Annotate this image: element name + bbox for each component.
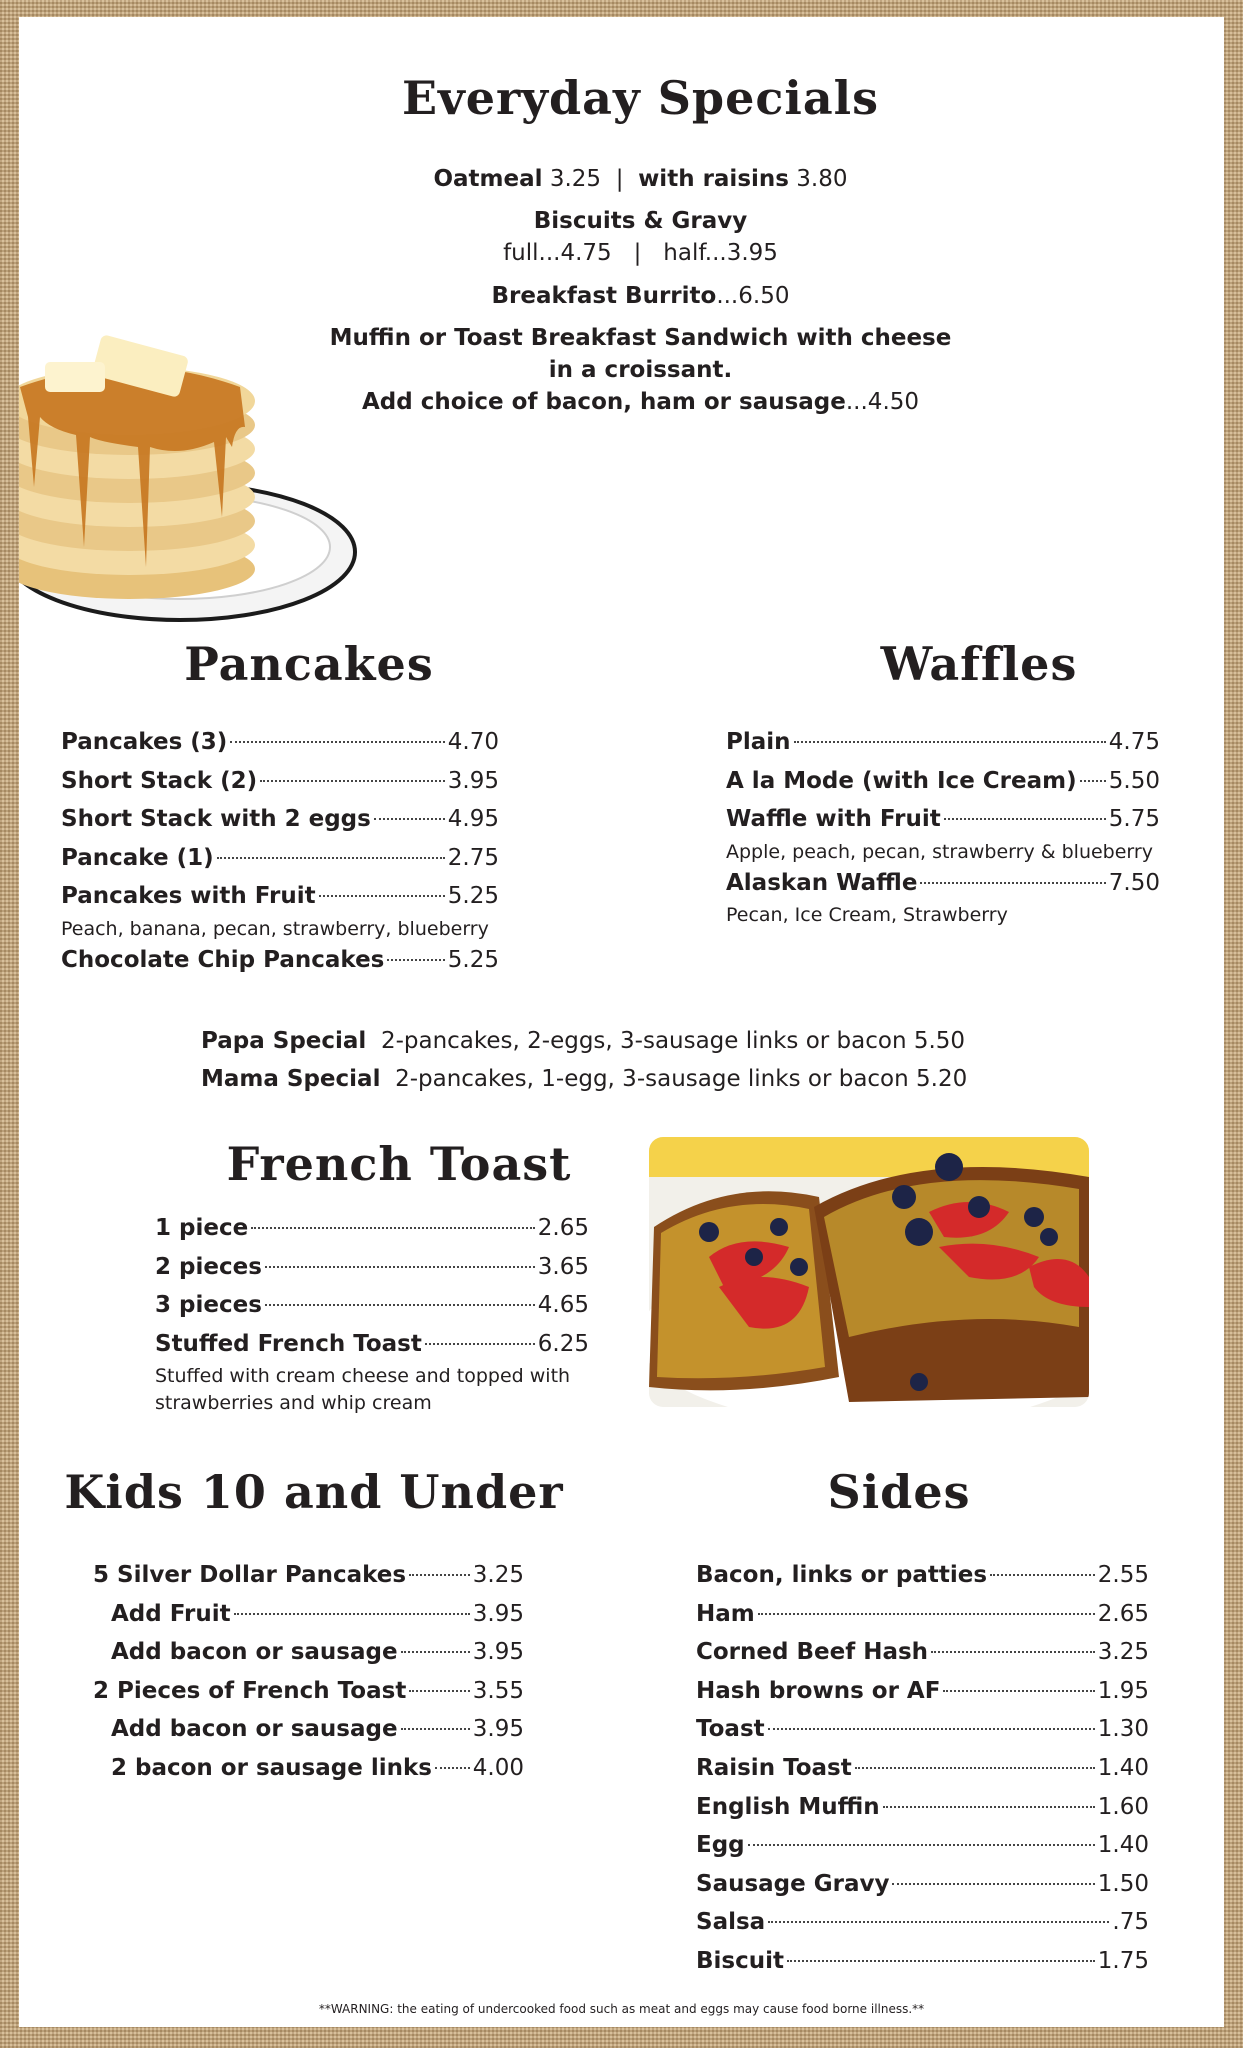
everyday-specials-title: Everyday Specials xyxy=(401,71,880,125)
list-item: English Muffin 1.60 xyxy=(696,1793,1149,1820)
biscuits-prices: full...4.75 | half...3.95 xyxy=(503,240,778,266)
list-item: Egg 1.40 xyxy=(696,1832,1149,1859)
sides-list xyxy=(696,1562,1149,1987)
menu-sheet xyxy=(19,17,1224,2027)
list-item: 2 pieces 3.65 xyxy=(155,1253,589,1280)
list-item: 5 Silver Dollar Pancakes 3.25 xyxy=(93,1562,524,1588)
waffles-list xyxy=(726,729,1160,933)
list-item: 1 piece 2.65 xyxy=(155,1215,589,1241)
list-item: Chocolate Chip Pancakes 5.25 xyxy=(61,946,499,973)
oatmeal-price: 3.25 xyxy=(549,166,602,192)
item-note: Peach, banana, pecan, strawberry, blueberry xyxy=(61,917,489,940)
list-item: Hash browns or AF 1.95 xyxy=(696,1677,1149,1704)
list-item: Add Fruit 3.95 xyxy=(111,1600,524,1627)
list-item: Pancakes (3) 4.70 xyxy=(61,729,499,755)
french-toast-list xyxy=(155,1215,589,1421)
french-toast-image xyxy=(649,1137,1089,1407)
burrito-label: Breakfast Burrito xyxy=(491,283,717,309)
list-item: 2 Pieces of French Toast 3.55 xyxy=(93,1677,524,1704)
family-specials xyxy=(201,1022,967,1098)
sandwich-price: ...4.50 xyxy=(845,389,920,415)
list-item: Salsa .75 xyxy=(696,1909,1149,1936)
raisins-price: 3.80 xyxy=(796,166,848,192)
list-item: A la Mode (with Ice Cream) 5.50 xyxy=(726,767,1160,794)
sides-title: Sides xyxy=(827,1465,971,1519)
pancakes-list xyxy=(61,729,499,986)
list-item: Raisin Toast 1.40 xyxy=(696,1754,1149,1781)
list-item: Ham 2.65 xyxy=(696,1600,1149,1627)
pancake-stack-image xyxy=(19,307,360,647)
list-item: Sausage Gravy 1.50 xyxy=(696,1870,1149,1897)
item-note: Apple, peach, pecan, strawberry & blueberry xyxy=(726,840,1153,863)
item-note: Stuffed with cream cheese and topped with xyxy=(155,1365,571,1388)
oatmeal-line xyxy=(19,163,1224,195)
list-item: 2 bacon or sausage links 4.00 xyxy=(111,1754,524,1781)
list-item: Add bacon or sausage 3.95 xyxy=(111,1716,524,1743)
list-item: Bacon, links or patties 2.55 xyxy=(696,1562,1149,1588)
waffles-title: Waffles xyxy=(880,637,1078,691)
list-item: Toast 1.30 xyxy=(696,1716,1149,1743)
list-item: Stuffed French Toast 6.25 xyxy=(155,1330,589,1357)
pancakes-title: Pancakes xyxy=(184,637,434,691)
list-item: Short Stack with 2 eggs 4.95 xyxy=(61,806,499,833)
biscuits-label: Biscuits & Gravy xyxy=(533,208,748,234)
list-item: Corned Beef Hash 3.25 xyxy=(696,1639,1149,1666)
list-item: Pancakes with Fruit 5.25 xyxy=(61,883,499,910)
papa-special: Papa Special 2-pancakes, 2-eggs, 3-sausage links or bacon 5.50 xyxy=(201,1028,966,1054)
raisins-label: with raisins xyxy=(638,166,789,192)
list-item: Short Stack (2) 3.95 xyxy=(61,767,499,794)
sandwich-line-2: in a croissant. xyxy=(548,357,733,383)
french-toast-title: French Toast xyxy=(226,1137,572,1191)
list-item: 3 pieces 4.65 xyxy=(155,1292,589,1319)
list-item: Plain 4.75 xyxy=(726,729,1160,755)
oatmeal-label: Oatmeal xyxy=(433,166,543,192)
list-item: Waffle with Fruit 5.75 xyxy=(726,806,1160,833)
list-item: Alaskan Waffle 7.50 xyxy=(726,869,1160,896)
list-item: Add bacon or sausage 3.95 xyxy=(111,1639,524,1666)
kids-title: Kids 10 and Under xyxy=(64,1465,564,1519)
sandwich-line-1: Muffin or Toast Breakfast Sandwich with cheese xyxy=(329,325,952,351)
item-note: strawberries and whip cream xyxy=(155,1392,432,1415)
warning-footnote: **WARNING: the eating of undercooked food such as meat and eggs may cause food borne illness.** xyxy=(318,2002,925,2016)
sandwich-choice-label: Add choice of bacon, ham or sausage xyxy=(361,389,846,415)
list-item: Biscuit 1.75 xyxy=(696,1947,1149,1974)
kids-list xyxy=(93,1562,524,1794)
burrito-price: ...6.50 xyxy=(716,283,790,309)
separator: | xyxy=(615,166,624,192)
mama-special: Mama Special 2-pancakes, 1-egg, 3-sausage links or bacon 5.20 xyxy=(201,1066,968,1092)
list-item: Pancake (1) 2.75 xyxy=(61,844,499,871)
item-note: Pecan, Ice Cream, Strawberry xyxy=(726,904,1008,927)
